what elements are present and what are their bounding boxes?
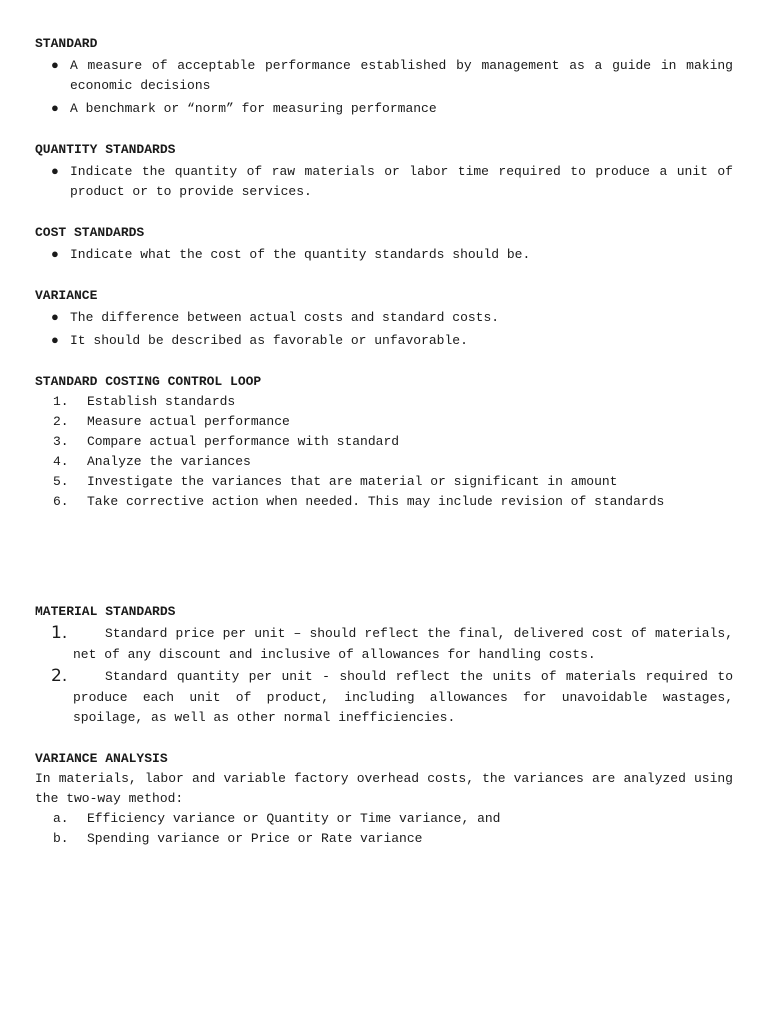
list-item: 4. Analyze the variances <box>53 454 251 469</box>
section-variance <box>35 286 733 351</box>
section-standard <box>35 34 733 119</box>
lettered-list <box>35 809 733 849</box>
list-item: 2. Measure actual performance <box>53 414 290 429</box>
list-item: ● Indicate what the cost of the quantity standards should be. <box>35 245 733 265</box>
section-heading: STANDARD COSTING CONTROL LOOP <box>35 374 262 389</box>
section-variance-analysis <box>35 749 733 849</box>
bullet-icon: ● <box>51 164 59 179</box>
list-item: b. Spending variance or Price or Rate variance <box>53 830 423 846</box>
bullet-icon: ● <box>51 101 59 116</box>
list-item: ● Indicate the quantity of raw materials or labor time required to produce a unit of product or to provide services. <box>51 164 733 199</box>
section-cost-standards <box>35 223 733 265</box>
section-heading: STANDARD <box>35 36 98 51</box>
numbered-list <box>35 392 733 512</box>
list-item: 3. Compare actual performance with standard <box>53 434 400 449</box>
list-item: a. Efficiency variance or Quantity or Time variance, and <box>53 810 501 826</box>
bullet-list <box>35 56 733 119</box>
list-item: ● The difference between actual costs and standard costs. <box>35 308 733 328</box>
bullet-icon: ● <box>51 58 59 73</box>
list-item: 5. Investigate the variances that are material or significant in amount <box>53 474 618 489</box>
list-item: ● A measure of acceptable performance established by management as a guide in making economic decisions <box>51 58 733 93</box>
section-heading: VARIANCE ANALYSIS <box>35 750 168 766</box>
list-item: 2. Standard quantity per unit - should reflect the units of materials required to produce each unit of product, including allowances for unavoidable wastages, spoilage, as well as other normal inefficiencies. <box>51 666 733 725</box>
section-heading: MATERIAL STANDARDS <box>35 604 176 619</box>
paragraph: In materials, labor and variable factory overhead costs, the variances are analyzed using the two-way method: <box>35 770 733 806</box>
section-heading: VARIANCE <box>35 288 98 303</box>
section-heading: QUANTITY STANDARDS <box>35 142 176 157</box>
bullet-icon: ● <box>51 247 59 262</box>
bullet-list <box>35 162 733 202</box>
bullet-icon: ● <box>51 333 59 348</box>
section-heading: COST STANDARDS <box>35 225 145 240</box>
list-item: 6. Take corrective action when needed. This may include revision of standards <box>53 494 665 509</box>
section-control-loop <box>35 372 733 512</box>
list-item: ● A benchmark or “norm” for measuring performance <box>35 99 733 119</box>
bullet-list <box>35 308 733 351</box>
numbered-list <box>35 624 733 729</box>
section-quantity-standards <box>35 140 733 202</box>
list-item: 1. Standard price per unit – should reflect the final, delivered cost of materials, net of any discount and inclusive of allowances for handling costs. <box>51 623 733 662</box>
list-item: ● It should be described as favorable or unfavorable. <box>35 331 733 351</box>
section-material-standards <box>35 602 733 729</box>
bullet-list <box>35 245 733 265</box>
bullet-icon: ● <box>51 310 59 325</box>
document-page <box>35 34 733 849</box>
list-item: 1. Establish standards <box>53 394 236 409</box>
